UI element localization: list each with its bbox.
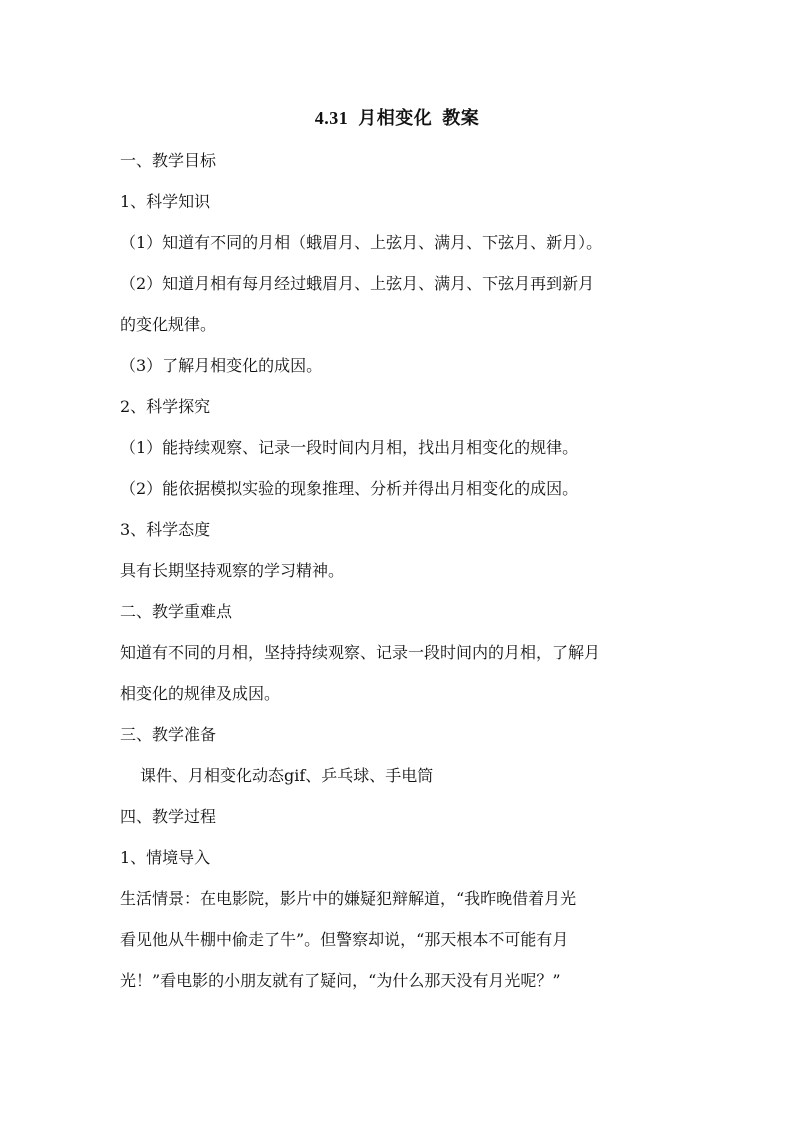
paragraph-line: 看见他从牛棚中偷走了牛”。但警察却说，“那天根本不可能有月 xyxy=(120,930,569,949)
document-title: 4.31 月相变化 教案 xyxy=(314,108,480,128)
paragraph-line: （1）知道有不同的月相（蛾眉月、上弦月、满月、下弦月、新月）。 xyxy=(120,233,603,252)
section-heading-teaching-process: 四、教学过程 xyxy=(120,807,217,826)
paragraph-line: （2）知道月相有每月经过蛾眉月、上弦月、满月、下弦月再到新月 xyxy=(120,274,595,293)
subheading-science-inquiry: 2、科学探究 xyxy=(120,397,211,416)
section-heading-preparation: 三、教学准备 xyxy=(120,725,217,744)
paragraph-line: 相变化的规律及成因。 xyxy=(120,684,281,703)
paragraph-line: （3）了解月相变化的成因。 xyxy=(120,356,323,375)
section-heading-key-points: 二、教学重难点 xyxy=(120,602,233,621)
paragraph-line: 生活情景：在电影院，影片中的嫌疑犯辩解道，“我昨晚借着月光 xyxy=(120,889,577,908)
subheading-science-knowledge: 1、科学知识 xyxy=(120,192,211,211)
paragraph-line: （2）能依据模拟实验的现象推理、分析并得出月相变化的成因。 xyxy=(120,479,579,498)
paragraph-line: 具有长期坚持观察的学习精神。 xyxy=(120,561,345,580)
paragraph-line: 的变化规律。 xyxy=(120,315,217,334)
subheading-science-attitude: 3、科学态度 xyxy=(120,520,211,539)
subheading-scenario-intro: 1、情境导入 xyxy=(120,848,211,867)
paragraph-line: 知道有不同的月相，坚持持续观察、记录一段时间内的月相，了解月 xyxy=(120,643,601,662)
paragraph-line: （1）能持续观察、记录一段时间内月相，找出月相变化的规律。 xyxy=(120,438,579,457)
paragraph-line: 光！”看电影的小朋友就有了疑问，“为什么那天没有月光呢？” xyxy=(120,971,561,990)
section-heading-teaching-goals: 一、教学目标 xyxy=(120,151,217,170)
paragraph-line: 课件、月相变化动态gif、乒乓球、手电筒 xyxy=(140,766,434,785)
document-body xyxy=(120,140,676,1001)
